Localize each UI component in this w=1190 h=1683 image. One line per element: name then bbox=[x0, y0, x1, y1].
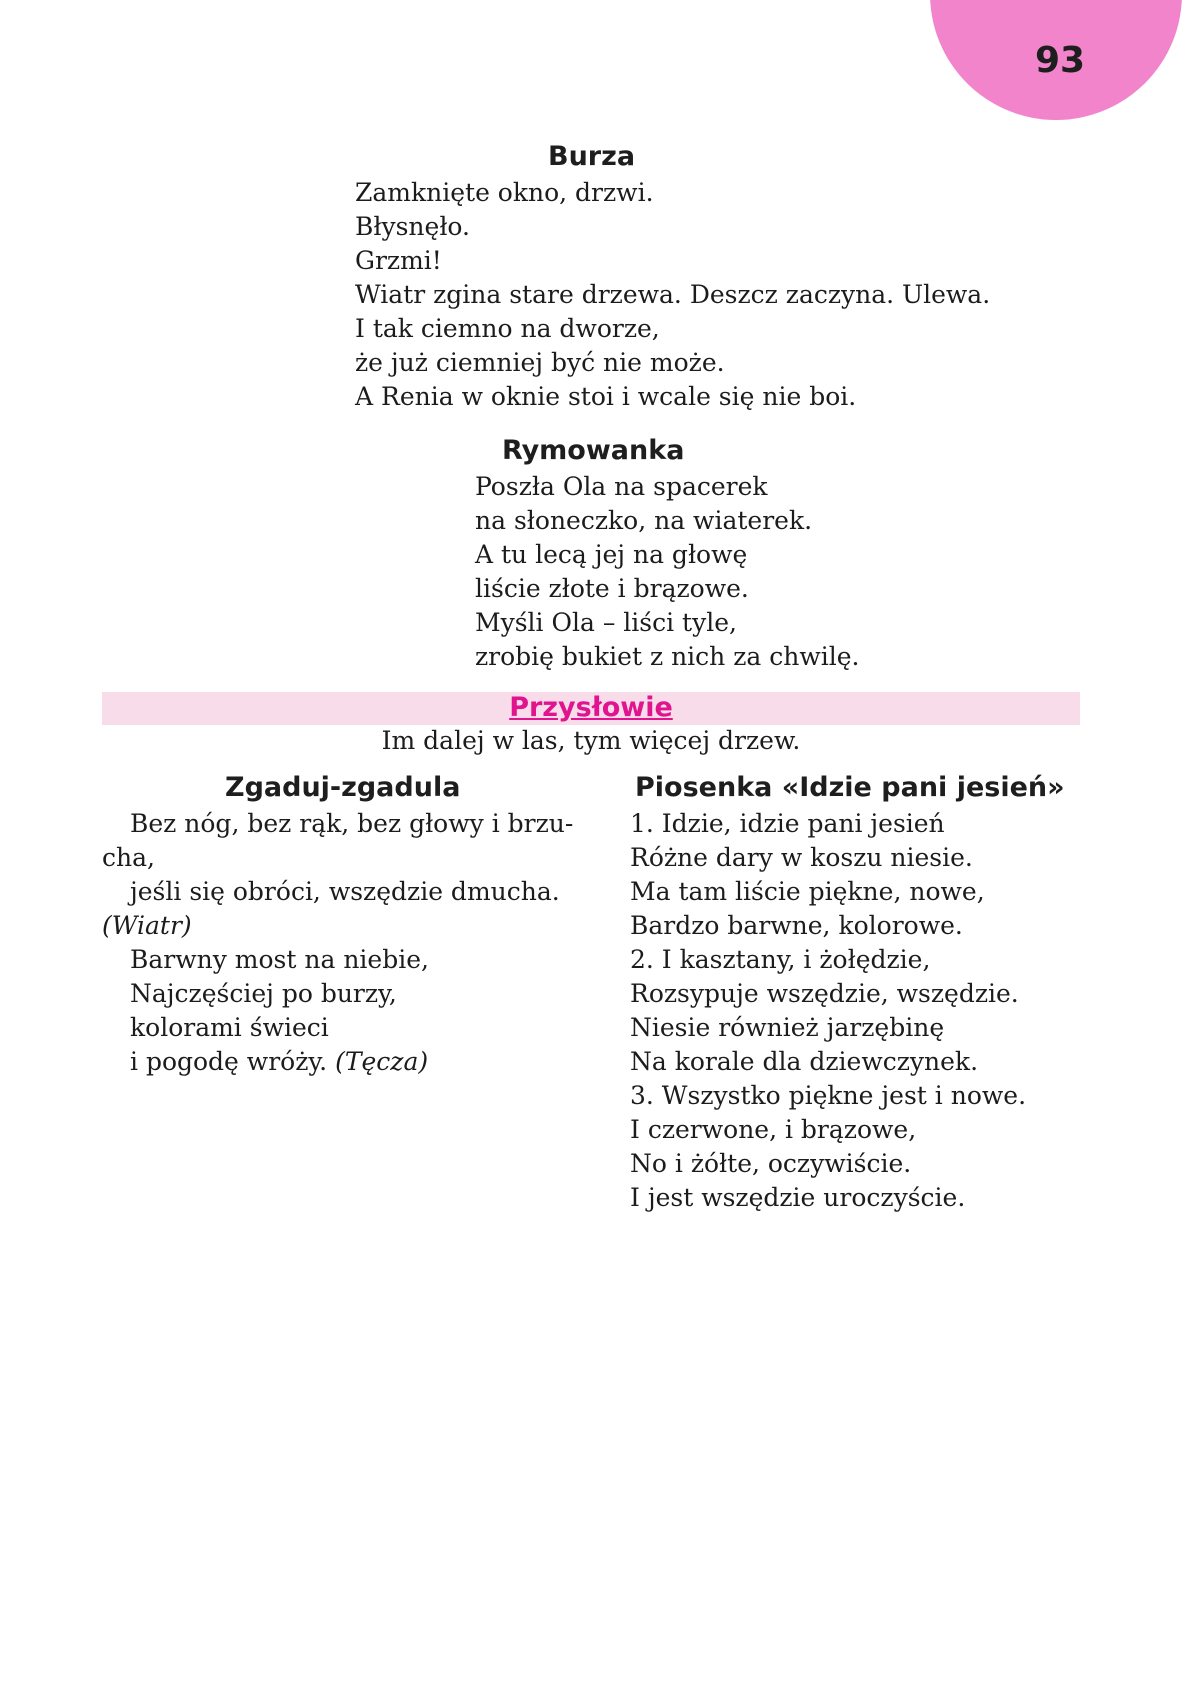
rymowanka-poem bbox=[475, 470, 859, 674]
proverb-text: Im dalej w las, tym więcej drzew. bbox=[381, 726, 801, 755]
burza-title: Burza bbox=[548, 141, 636, 172]
riddle-answer: (Tęcza) bbox=[335, 1047, 429, 1076]
song-line: Rozsypuje wszędzie, wszędzie. bbox=[630, 979, 1019, 1008]
song-line: No i żółte, oczywiście. bbox=[630, 1149, 912, 1178]
riddle-answer: (Wiatr) bbox=[102, 911, 192, 940]
poem-line: Myśli Ola – liści tyle, bbox=[475, 608, 737, 637]
riddle-line bbox=[102, 1045, 573, 1079]
song-line: Ma tam liście piękne, nowe, bbox=[630, 877, 985, 906]
song-line: 3. Wszystko piękne jest i nowe. bbox=[630, 1081, 1027, 1110]
poem-line: Poszła Ola na spacerek bbox=[475, 472, 768, 501]
song-line: 1. Idzie, idzie pani jesień bbox=[630, 809, 945, 838]
song-line: Różne dary w koszu niesie. bbox=[630, 843, 973, 872]
poem-line: A Renia w oknie stoi i wcale się nie boi. bbox=[355, 382, 857, 411]
riddles-title: Zgaduj-zgadula bbox=[225, 772, 461, 803]
poem-line: Grzmi! bbox=[355, 246, 442, 275]
burza-poem bbox=[355, 176, 990, 414]
song-line: Niesie również jarzębinę bbox=[630, 1013, 945, 1042]
poem-line: I tak ciemno na dworze, bbox=[355, 314, 660, 343]
song-line: Bardzo barwne, kolorowe. bbox=[630, 911, 963, 940]
riddle-line: cha, bbox=[102, 843, 155, 872]
song-title: Piosenka «Idzie pani jesień» bbox=[635, 772, 1065, 803]
riddle-line: Bez nóg, bez rąk, bez głowy i brzu- bbox=[130, 809, 574, 838]
riddle-line: jeśli się obróci, wszędzie dmucha. bbox=[130, 877, 560, 906]
song-lyrics bbox=[630, 807, 1026, 1215]
song-line: 2. I kasztany, i żołędzie, bbox=[630, 945, 931, 974]
poem-line: A tu lecą jej na głowę bbox=[475, 540, 748, 569]
riddle-line: Najczęściej po burzy, bbox=[130, 979, 397, 1008]
poem-line: zrobię bukiet z nich za chwilę. bbox=[475, 642, 860, 671]
song-line: I czerwone, i brązowe, bbox=[630, 1115, 917, 1144]
song-line: Na korale dla dziewczynek. bbox=[630, 1047, 979, 1076]
poem-line: że już ciemniej być nie może. bbox=[355, 348, 725, 377]
page-number: 93 bbox=[1034, 40, 1086, 81]
riddle-line: Barwny most na niebie, bbox=[130, 945, 429, 974]
proverb-title: Przysłowie bbox=[509, 692, 673, 723]
poem-line: Wiatr zgina stare drzewa. Deszcz zaczyna. Ulewa. bbox=[355, 280, 991, 309]
poem-line: na słoneczko, na wiaterek. bbox=[475, 506, 813, 535]
poem-line: Błysnęło. bbox=[355, 212, 470, 241]
song-line: I jest wszędzie uroczyście. bbox=[630, 1183, 966, 1212]
riddle-text: i pogodę wróży. bbox=[130, 1047, 328, 1076]
riddle-line: kolorami świeci bbox=[130, 1013, 329, 1042]
rymowanka-title: Rymowanka bbox=[502, 435, 685, 466]
poem-line: liście złote i brązowe. bbox=[475, 574, 749, 603]
riddles-list bbox=[102, 807, 573, 1079]
poem-line: Zamknięte okno, drzwi. bbox=[355, 178, 654, 207]
